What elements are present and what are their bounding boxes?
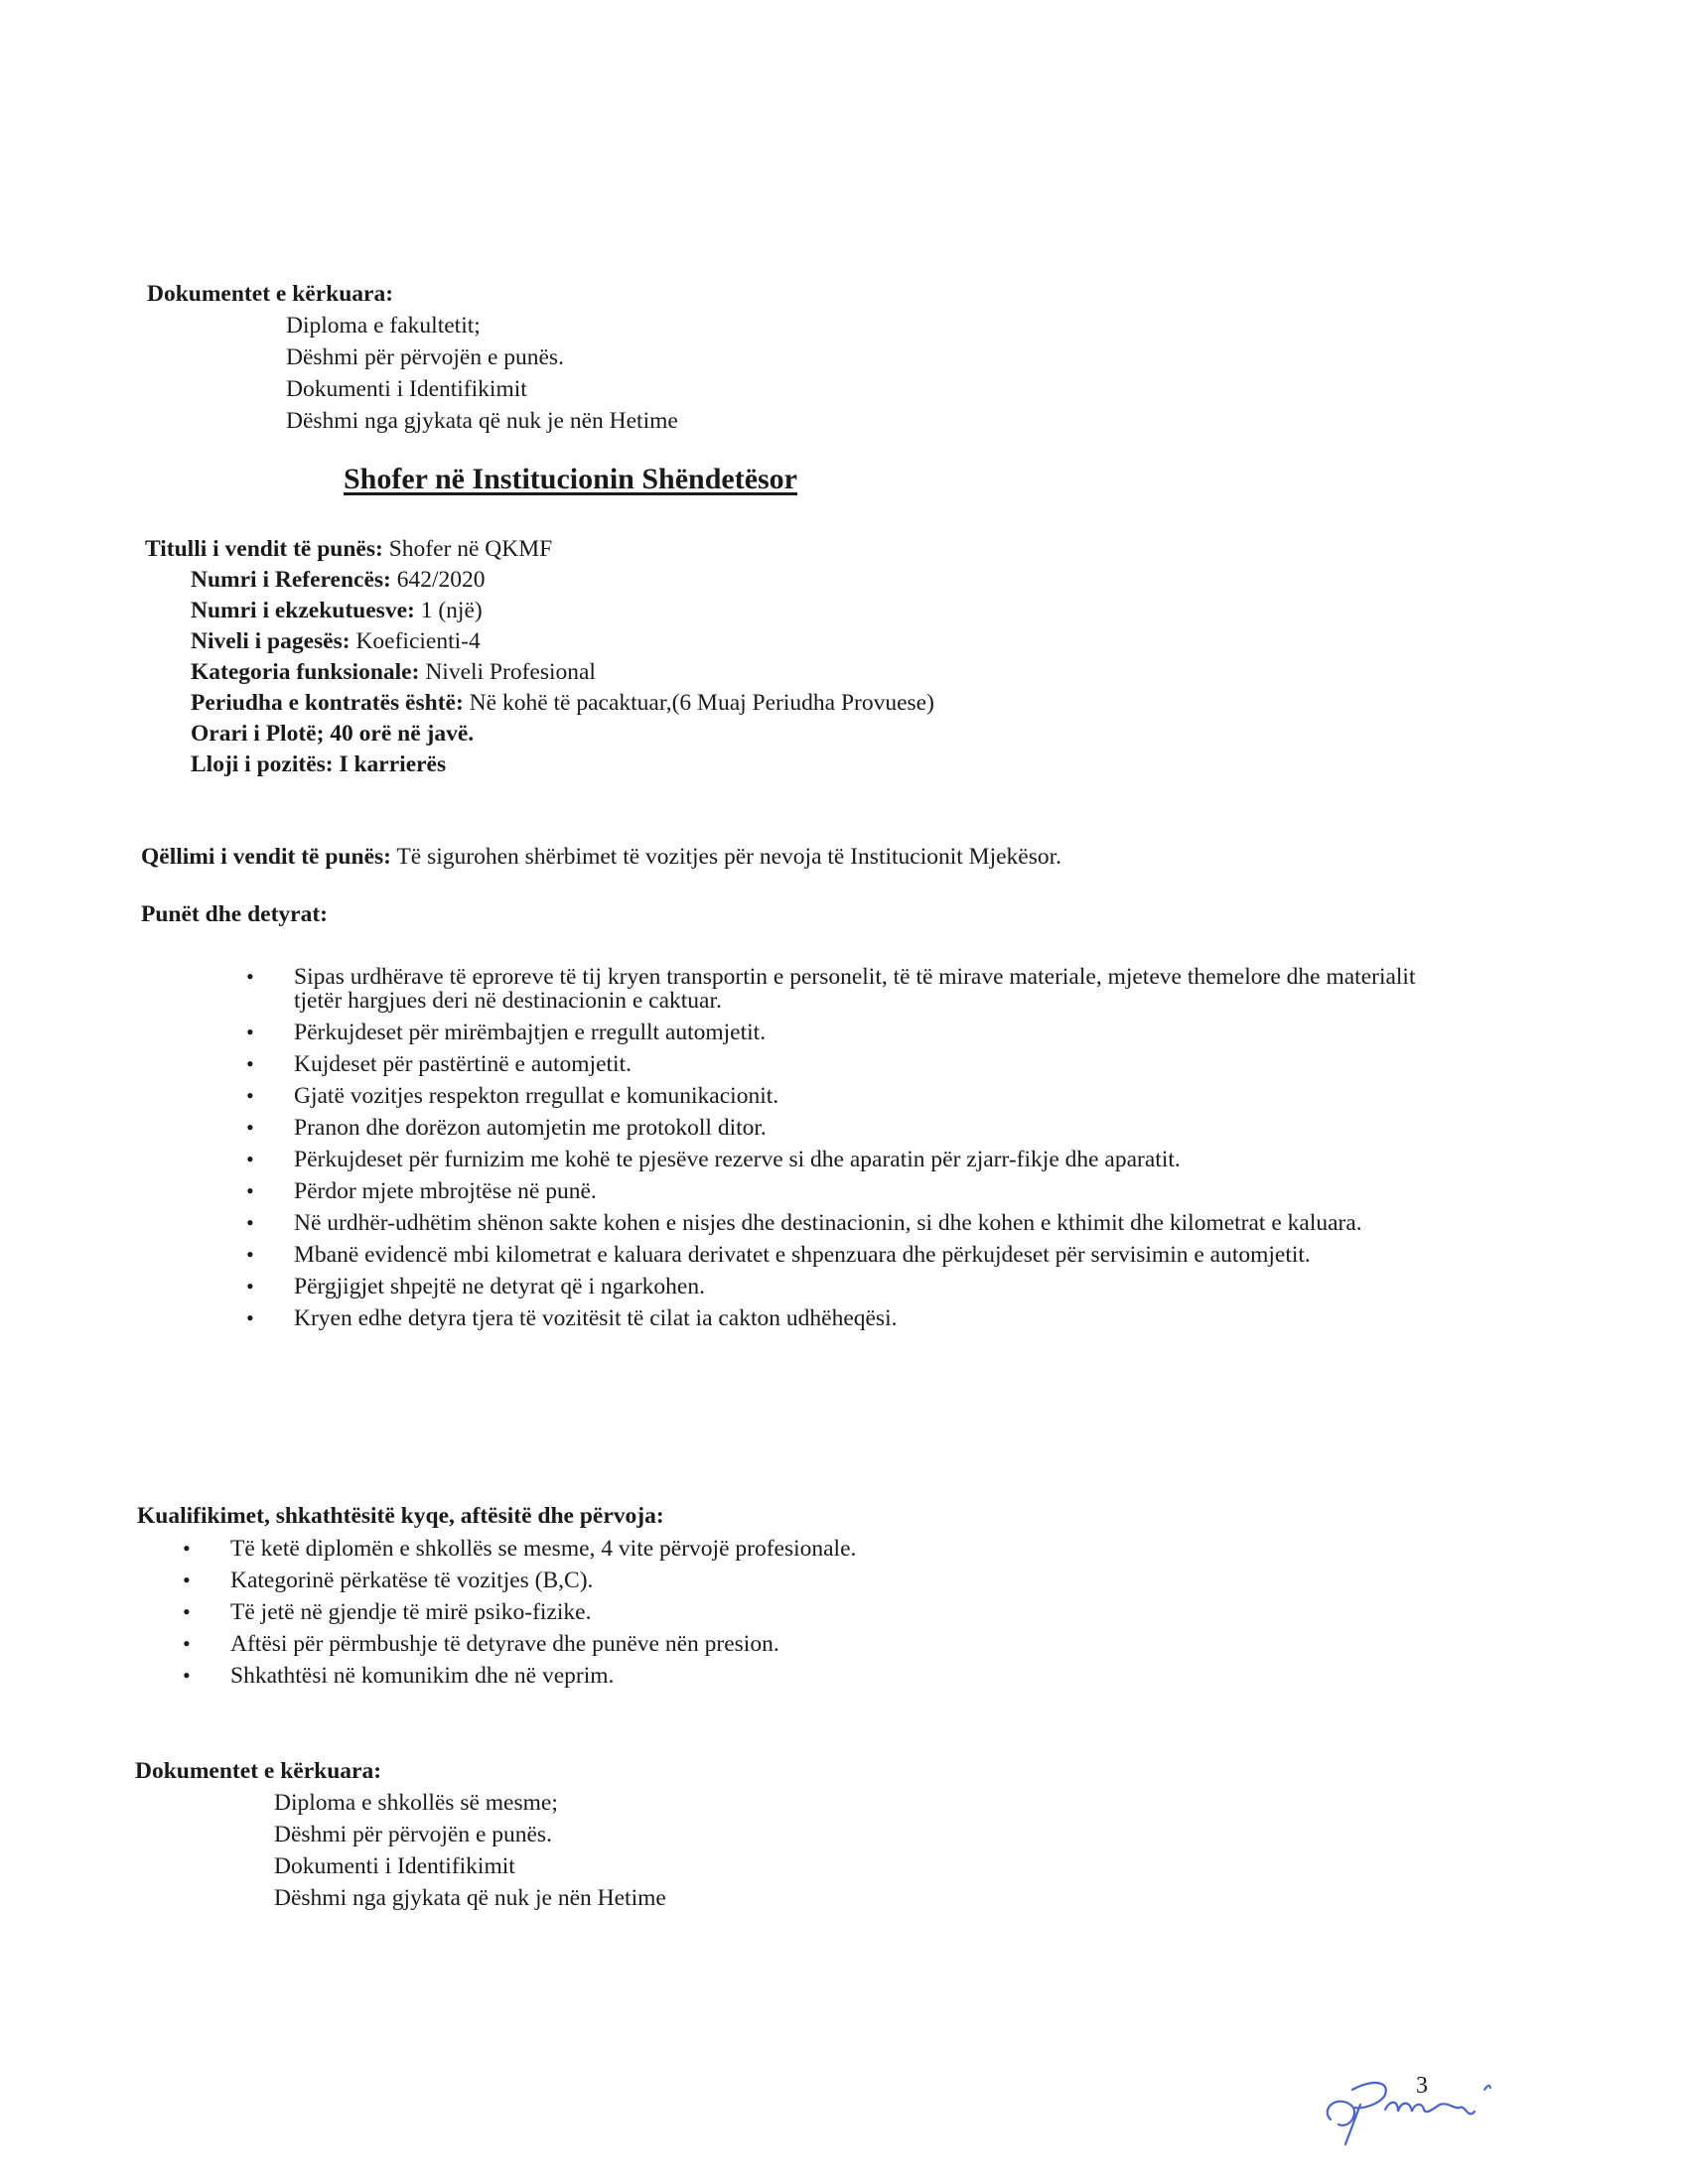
field-executors xyxy=(191,596,934,626)
field-job-title xyxy=(145,534,934,565)
list-item: • Mbanë evidencë mbi kilometrat e kaluara derivatet e shpenzuara dhe përkujdeset për servisimin e automjetit. xyxy=(246,1242,1311,1268)
field-pay-level xyxy=(191,626,934,657)
list-item: • Përkujdeset për mirëmbajtjen e rregullt automjetit. xyxy=(246,1020,767,1045)
field-label: Kategoria funksionale: xyxy=(191,659,420,685)
field-label: Numri i Referencës: xyxy=(191,567,391,593)
list-item: • Përgjigjet shpejtë ne detyrat që i ngarkohen. xyxy=(246,1274,705,1299)
bullet-icon: • xyxy=(246,1083,254,1108)
bullet-icon: • xyxy=(183,1536,191,1561)
docs-top-item: Dëshmi për përvojën e punës. xyxy=(286,344,564,370)
bullet-icon: • xyxy=(183,1631,191,1656)
list-item: • Kategorinë përkatëse të vozitjes (B,C). xyxy=(183,1568,594,1593)
bullet-icon: • xyxy=(246,1051,254,1076)
bullet-icon: • xyxy=(246,964,254,989)
duties-list-wrap xyxy=(246,964,1466,1338)
list-item: • Shkathtësi në komunikim dhe në veprim. xyxy=(183,1663,615,1689)
field-reference xyxy=(191,565,934,596)
bullet-icon: • xyxy=(183,1568,191,1592)
field-value: Në kohë të pacaktuar,(6 Muaj Periudha Provuese) xyxy=(463,690,934,716)
list-item: • Të jetë në gjendje të mirë psiko-fizike. xyxy=(183,1599,592,1625)
list-item: • Gjatë vozitjes respekton rregullat e komunikacionit. xyxy=(246,1083,779,1109)
docs-top-item: Diploma e fakultetit; xyxy=(286,313,481,339)
bullet-icon: • xyxy=(246,1115,254,1140)
list-item: • Përdor mjete mbrojtëse në punë. xyxy=(246,1178,597,1204)
field-label: Numri i ekzekutuesve: xyxy=(191,598,415,623)
field-position-type xyxy=(191,750,934,780)
field-label: Orari i Plotë; 40 orë në javë. xyxy=(191,721,475,747)
list-item: • Pranon dhe dorëzon automjetin me protokoll ditor. xyxy=(246,1115,767,1141)
field-schedule xyxy=(191,719,934,750)
docs-top-item: Dokumenti i Identifikimit xyxy=(286,376,527,402)
bullet-icon: • xyxy=(246,1242,254,1267)
position-title: Shofer në Institucionin Shëndetësor xyxy=(344,463,798,495)
position-fields xyxy=(145,534,934,780)
list-item: • Kryen edhe detyra tjera të vozitësit të cilat ia cakton udhëheqësi. xyxy=(246,1305,898,1331)
bullet-icon: • xyxy=(183,1599,191,1624)
field-label: Lloji i pozitës: I karrierës xyxy=(191,751,447,777)
field-value: Shofer në QKMF xyxy=(382,536,553,562)
field-label: Titulli i vendit të punës: xyxy=(145,536,383,562)
bullet-icon: • xyxy=(183,1663,191,1688)
list-item: • Sipas urdhërave të eproreve të tij kryen transportin e personelit, të të mirave materiale, mjeteve themelore dhe materialit tjetër hargjues deri në destinacionin e caktuar. xyxy=(246,964,1416,1014)
job-purpose xyxy=(141,842,1061,873)
field-contract-period xyxy=(191,688,934,719)
field-label: Periudha e kontratës është: xyxy=(191,690,464,716)
list-item: • Të ketë diplomën e shkollës se mesme, 4 vite përvojë profesionale. xyxy=(183,1536,857,1562)
bullet-icon: • xyxy=(246,1274,254,1298)
bullet-icon: • xyxy=(246,1147,254,1171)
bullet-icon: • xyxy=(246,1178,254,1203)
docs-bottom-item: Diploma e shkollës së mesme; xyxy=(274,1790,558,1816)
page-number: 3 xyxy=(1416,2073,1428,2099)
field-value: Niveli Profesional xyxy=(419,659,596,685)
purpose-label: Qëllimi i vendit të punës: xyxy=(141,844,391,870)
list-item: • Në urdhër-udhëtim shënon sakte kohen e nisjes dhe destinacionin, si dhe kohen e kthimit dhe kilometrat e kaluara. xyxy=(246,1210,1362,1236)
field-label: Niveli i pagesës: xyxy=(191,628,351,654)
docs-bottom-item: Dokumenti i Identifikimit xyxy=(274,1853,515,1879)
list-item: • Përkujdeset për furnizim me kohë te pjesëve rezerve si dhe aparatin për zjarr-fikje dhe aparatit. xyxy=(246,1147,1181,1172)
bullet-icon: • xyxy=(246,1020,254,1044)
qualifications-list-wrap xyxy=(183,1536,1422,1696)
list-item: • Kujdeset për pastërtinë e automjetit. xyxy=(246,1051,632,1077)
qualifications-list xyxy=(183,1536,1422,1689)
docs-bottom-item: Dëshmi për përvojën e punës. xyxy=(274,1822,552,1847)
duties-list xyxy=(246,964,1466,1331)
signature-image xyxy=(1291,2050,1549,2149)
docs-bottom-item: Dëshmi nga gjykata që nuk je nën Hetime xyxy=(274,1885,666,1911)
docs-bottom-section xyxy=(135,1755,666,1914)
field-value: Koeficienti-4 xyxy=(350,628,481,654)
duties-heading: Punët dhe detyrat: xyxy=(141,901,328,927)
docs-top-heading: Dokumentet e kërkuara: xyxy=(147,281,394,307)
qualifications-heading: Kualifikimet, shkathtësitë kyqe, aftësitë dhe përvoja: xyxy=(137,1503,664,1529)
purpose-value: Të sigurohen shërbimet të vozitjes për nevoja të Institucionit Mjekësor. xyxy=(390,844,1062,870)
docs-bottom-heading: Dokumentet e kërkuara: xyxy=(135,1758,382,1784)
bullet-icon: • xyxy=(246,1305,254,1330)
list-item: • Aftësi për përmbushje të detyrave dhe punëve nën presion. xyxy=(183,1631,779,1657)
field-value: 1 (një) xyxy=(414,598,483,623)
field-value: 642/2020 xyxy=(390,567,486,593)
docs-top-item: Dëshmi nga gjykata që nuk je nën Hetime xyxy=(286,408,678,434)
field-category xyxy=(191,657,934,688)
bullet-icon: • xyxy=(246,1210,254,1235)
docs-top-section xyxy=(147,278,678,437)
